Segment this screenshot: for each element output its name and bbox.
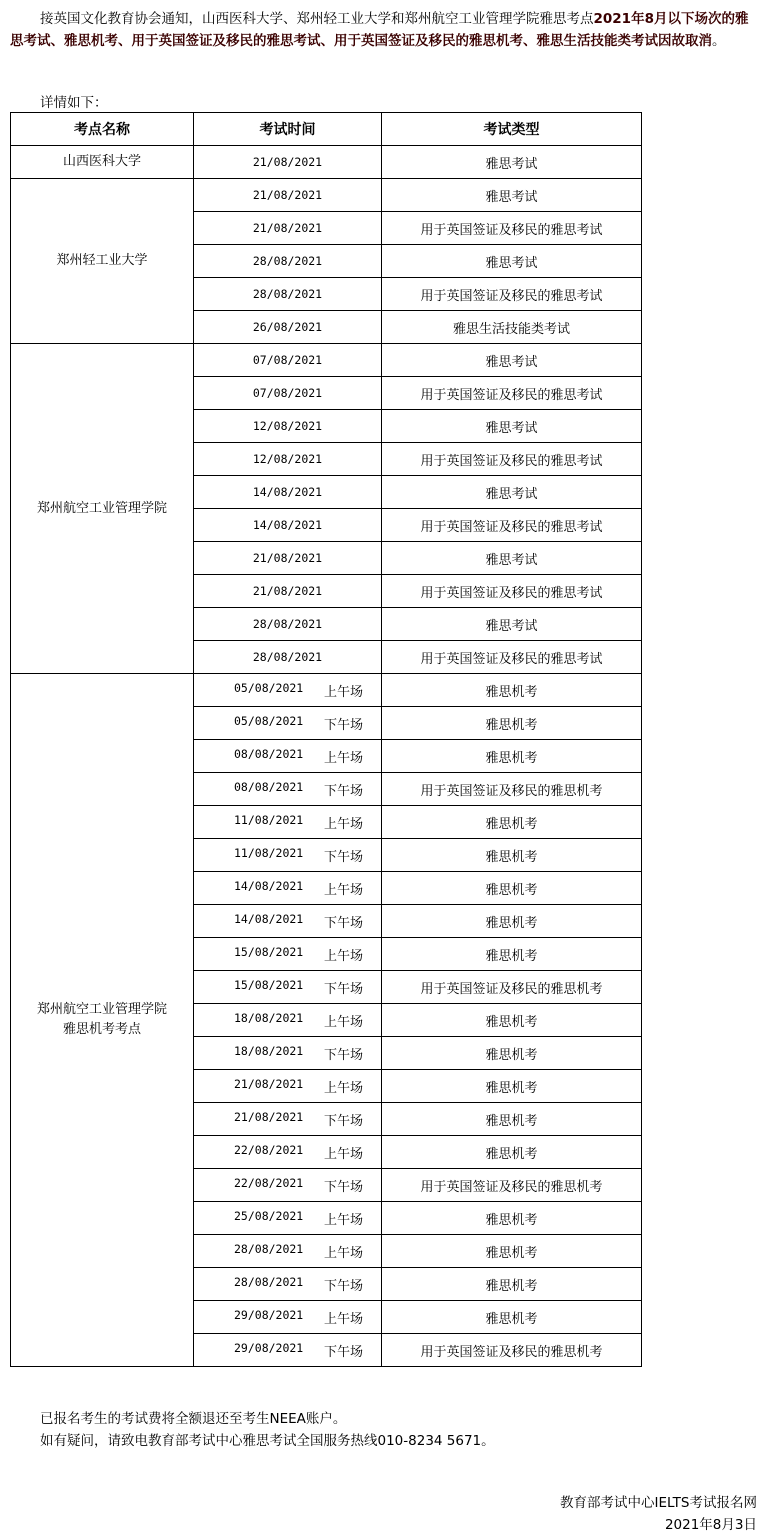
exam-time-cell <box>194 1136 382 1169</box>
exam-type-cell: 用于英国签证及移民的雅思考试 <box>382 641 642 674</box>
exam-session: 上午场 <box>324 1014 364 1030</box>
exam-date: 05/08/2021 <box>234 713 304 728</box>
exam-date: 21/08/2021 <box>252 220 323 235</box>
table-row <box>11 146 642 179</box>
exam-type-cell: 雅思机考 <box>382 1070 642 1103</box>
exam-session: 下午场 <box>324 717 364 733</box>
exam-date: 26/08/2021 <box>252 319 323 334</box>
exam-date: 11/08/2021 <box>234 845 304 860</box>
intro-end: 。 <box>712 33 726 49</box>
exam-date: 21/08/2021 <box>234 1109 304 1124</box>
exam-type-cell: 用于英国签证及移民的雅思机考 <box>382 1334 642 1367</box>
exam-date: 08/08/2021 <box>234 746 304 761</box>
exam-date: 18/08/2021 <box>234 1010 304 1025</box>
exam-type-cell: 雅思机考 <box>382 1004 642 1037</box>
exam-type-cell: 雅思机考 <box>382 1136 642 1169</box>
exam-date: 28/08/2021 <box>252 649 323 664</box>
exam-time-cell <box>194 806 382 839</box>
exam-time-cell <box>194 1004 382 1037</box>
exam-type-cell: 用于英国签证及移民的雅思考试 <box>382 278 642 311</box>
exam-session: 上午场 <box>324 1146 364 1162</box>
exam-time-cell <box>194 1235 382 1268</box>
exam-time-cell <box>194 839 382 872</box>
exam-date: 28/08/2021 <box>252 253 323 268</box>
exam-type-cell: 雅思机考 <box>382 1301 642 1334</box>
exam-slot <box>194 945 381 964</box>
exam-slot <box>194 714 381 733</box>
exam-time-cell <box>194 311 382 344</box>
header-time: 考试时间 <box>194 113 382 146</box>
exam-date: 18/08/2021 <box>234 1043 304 1058</box>
exam-time-cell <box>194 179 382 212</box>
exam-time-cell <box>194 905 382 938</box>
site-cell <box>11 674 194 1367</box>
intro-bold-text: 2021年8月以下场次的雅思考试、雅思机考、用于英国签证及移民的雅思考试、用于英国签证及移民的雅思机考、雅思生活技能类考试因故取消 <box>10 11 749 49</box>
exam-slot <box>194 1242 381 1261</box>
header-site: 考点名称 <box>11 113 194 146</box>
table-row <box>11 344 642 377</box>
exam-type-cell: 用于英国签证及移民的雅思机考 <box>382 1169 642 1202</box>
signature <box>560 1492 757 1536</box>
notice-intro <box>10 8 760 52</box>
exam-date: 11/08/2021 <box>234 812 304 827</box>
exam-type-cell: 用于英国签证及移民的雅思考试 <box>382 377 642 410</box>
exam-session: 下午场 <box>324 1278 364 1294</box>
exam-type-cell: 雅思机考 <box>382 938 642 971</box>
exam-type-cell: 雅思考试 <box>382 542 642 575</box>
signature-org: 教育部考试中心IELTS考试报名网 <box>560 1495 757 1511</box>
exam-type-cell: 雅思机考 <box>382 872 642 905</box>
exam-date: 28/08/2021 <box>252 616 323 631</box>
exam-type-cell: 用于英国签证及移民的雅思考试 <box>382 443 642 476</box>
table-header-row <box>11 113 642 146</box>
exam-type-cell: 雅思机考 <box>382 806 642 839</box>
exam-time-cell <box>194 938 382 971</box>
exam-slot <box>194 1209 381 1228</box>
signature-date: 2021年8月3日 <box>664 1517 757 1533</box>
exam-slot <box>194 1341 381 1360</box>
exam-date: 21/08/2021 <box>252 154 323 169</box>
cancellation-table <box>10 112 642 1367</box>
site-name: 雅思机考考点 <box>62 1022 141 1037</box>
exam-date: 14/08/2021 <box>252 484 323 499</box>
exam-type-cell: 雅思考试 <box>382 179 642 212</box>
exam-type-cell: 雅思机考 <box>382 740 642 773</box>
exam-type-cell: 用于英国签证及移民的雅思机考 <box>382 773 642 806</box>
table-row <box>11 674 642 707</box>
exam-session: 上午场 <box>324 882 364 898</box>
exam-slot <box>194 1044 381 1063</box>
exam-date: 08/08/2021 <box>234 779 304 794</box>
refund-note: 已报名考生的考试费将全额退还至考生NEEA账户。 <box>40 1411 347 1427</box>
contact-note: 如有疑问，请致电教育部考试中心雅思考试全国服务热线010-8234 5671。 <box>40 1433 495 1449</box>
exam-time-cell <box>194 641 382 674</box>
exam-type-cell: 雅思考试 <box>382 476 642 509</box>
exam-date: 14/08/2021 <box>234 911 304 926</box>
exam-date: 22/08/2021 <box>234 1142 304 1157</box>
exam-session: 下午场 <box>324 1344 364 1360</box>
exam-date: 15/08/2021 <box>234 977 304 992</box>
exam-time-cell <box>194 1301 382 1334</box>
exam-time-cell <box>194 1070 382 1103</box>
exam-date: 21/08/2021 <box>252 187 323 202</box>
exam-time-cell <box>194 476 382 509</box>
exam-type-cell: 雅思机考 <box>382 1202 642 1235</box>
details-label: 详情如下： <box>40 95 108 111</box>
exam-session: 下午场 <box>324 1179 364 1195</box>
exam-session: 上午场 <box>324 1245 364 1261</box>
exam-slot <box>194 813 381 832</box>
exam-type-cell: 用于英国签证及移民的雅思考试 <box>382 575 642 608</box>
exam-slot <box>194 879 381 898</box>
exam-time-cell <box>194 1268 382 1301</box>
exam-date: 07/08/2021 <box>252 352 323 367</box>
site-name: 郑州航空工业管理学院 <box>36 1002 167 1017</box>
exam-slot <box>194 1143 381 1162</box>
exam-date: 14/08/2021 <box>252 517 323 532</box>
table-row <box>11 179 642 212</box>
exam-type-cell: 雅思生活技能类考试 <box>382 311 642 344</box>
exam-type-cell: 雅思机考 <box>382 839 642 872</box>
exam-session: 下午场 <box>324 1047 364 1063</box>
exam-slot <box>194 1275 381 1294</box>
exam-type-cell: 雅思机考 <box>382 905 642 938</box>
site-cell <box>11 146 194 179</box>
exam-time-cell <box>194 245 382 278</box>
exam-date: 28/08/2021 <box>234 1274 304 1289</box>
exam-slot <box>194 1308 381 1327</box>
exam-slot <box>194 846 381 865</box>
exam-date: 29/08/2021 <box>234 1307 304 1322</box>
exam-date: 28/08/2021 <box>252 286 323 301</box>
exam-session: 下午场 <box>324 981 364 997</box>
exam-date: 12/08/2021 <box>252 418 323 433</box>
exam-time-cell <box>194 509 382 542</box>
exam-session: 上午场 <box>324 1080 364 1096</box>
exam-time-cell <box>194 674 382 707</box>
exam-time-cell <box>194 212 382 245</box>
site-name: 郑州航空工业管理学院 <box>36 500 167 516</box>
exam-type-cell: 雅思考试 <box>382 608 642 641</box>
exam-type-cell: 用于英国签证及移民的雅思考试 <box>382 509 642 542</box>
exam-slot <box>194 1077 381 1096</box>
exam-time-cell <box>194 410 382 443</box>
exam-type-cell: 雅思考试 <box>382 344 642 377</box>
exam-type-cell: 用于英国签证及移民的雅思考试 <box>382 212 642 245</box>
exam-session: 上午场 <box>324 1212 364 1228</box>
exam-slot <box>194 1011 381 1030</box>
exam-date: 28/08/2021 <box>234 1241 304 1256</box>
exam-time-cell <box>194 707 382 740</box>
exam-session: 上午场 <box>324 1311 364 1327</box>
exam-date: 29/08/2021 <box>234 1340 304 1355</box>
site-name: 郑州轻工业大学 <box>56 253 148 268</box>
exam-date: 12/08/2021 <box>252 451 323 466</box>
exam-time-cell <box>194 971 382 1004</box>
exam-date: 07/08/2021 <box>252 385 323 400</box>
exam-session: 上午场 <box>324 750 364 766</box>
exam-time-cell <box>194 740 382 773</box>
exam-time-cell <box>194 1334 382 1367</box>
exam-date: 21/08/2021 <box>252 550 323 565</box>
exam-type-cell: 雅思机考 <box>382 1268 642 1301</box>
exam-slot <box>194 747 381 766</box>
exam-type-cell: 雅思考试 <box>382 245 642 278</box>
exam-session: 上午场 <box>324 816 364 832</box>
exam-date: 21/08/2021 <box>234 1076 304 1091</box>
exam-type-cell: 雅思机考 <box>382 674 642 707</box>
exam-slot <box>194 681 381 700</box>
exam-date: 21/08/2021 <box>252 583 323 598</box>
exam-time-cell <box>194 1202 382 1235</box>
exam-time-cell <box>194 344 382 377</box>
exam-slot <box>194 978 381 997</box>
exam-time-cell <box>194 278 382 311</box>
intro-text: 接英国文化教育协会通知，山西医科大学、郑州轻工业大学和郑州航空工业管理学院雅思考点 <box>40 11 594 27</box>
exam-time-cell <box>194 773 382 806</box>
footer-notes <box>40 1408 495 1452</box>
exam-slot <box>194 912 381 931</box>
exam-type-cell: 雅思机考 <box>382 1235 642 1268</box>
exam-type-cell: 雅思机考 <box>382 707 642 740</box>
exam-type-cell: 雅思考试 <box>382 410 642 443</box>
exam-type-cell: 雅思机考 <box>382 1103 642 1136</box>
exam-type-cell: 雅思机考 <box>382 1037 642 1070</box>
exam-session: 下午场 <box>324 783 364 799</box>
exam-slot <box>194 1110 381 1129</box>
exam-date: 25/08/2021 <box>234 1208 304 1223</box>
exam-time-cell <box>194 575 382 608</box>
exam-time-cell <box>194 443 382 476</box>
exam-time-cell <box>194 608 382 641</box>
exam-date: 14/08/2021 <box>234 878 304 893</box>
header-type: 考试类型 <box>382 113 642 146</box>
exam-slot <box>194 1176 381 1195</box>
exam-time-cell <box>194 377 382 410</box>
exam-date: 05/08/2021 <box>234 680 304 695</box>
exam-time-cell <box>194 1103 382 1136</box>
exam-session: 下午场 <box>324 915 364 931</box>
exam-time-cell <box>194 872 382 905</box>
exam-date: 22/08/2021 <box>234 1175 304 1190</box>
exam-session: 下午场 <box>324 849 364 865</box>
exam-session: 上午场 <box>324 948 364 964</box>
exam-time-cell <box>194 1169 382 1202</box>
exam-time-cell <box>194 146 382 179</box>
exam-type-cell: 用于英国签证及移民的雅思机考 <box>382 971 642 1004</box>
exam-session: 下午场 <box>324 1113 364 1129</box>
site-cell <box>11 179 194 344</box>
exam-session: 上午场 <box>324 684 364 700</box>
exam-type-cell: 雅思考试 <box>382 146 642 179</box>
site-name: 山西医科大学 <box>62 154 141 169</box>
exam-time-cell <box>194 1037 382 1070</box>
site-cell <box>11 344 194 674</box>
exam-slot <box>194 780 381 799</box>
exam-date: 15/08/2021 <box>234 944 304 959</box>
exam-time-cell <box>194 542 382 575</box>
